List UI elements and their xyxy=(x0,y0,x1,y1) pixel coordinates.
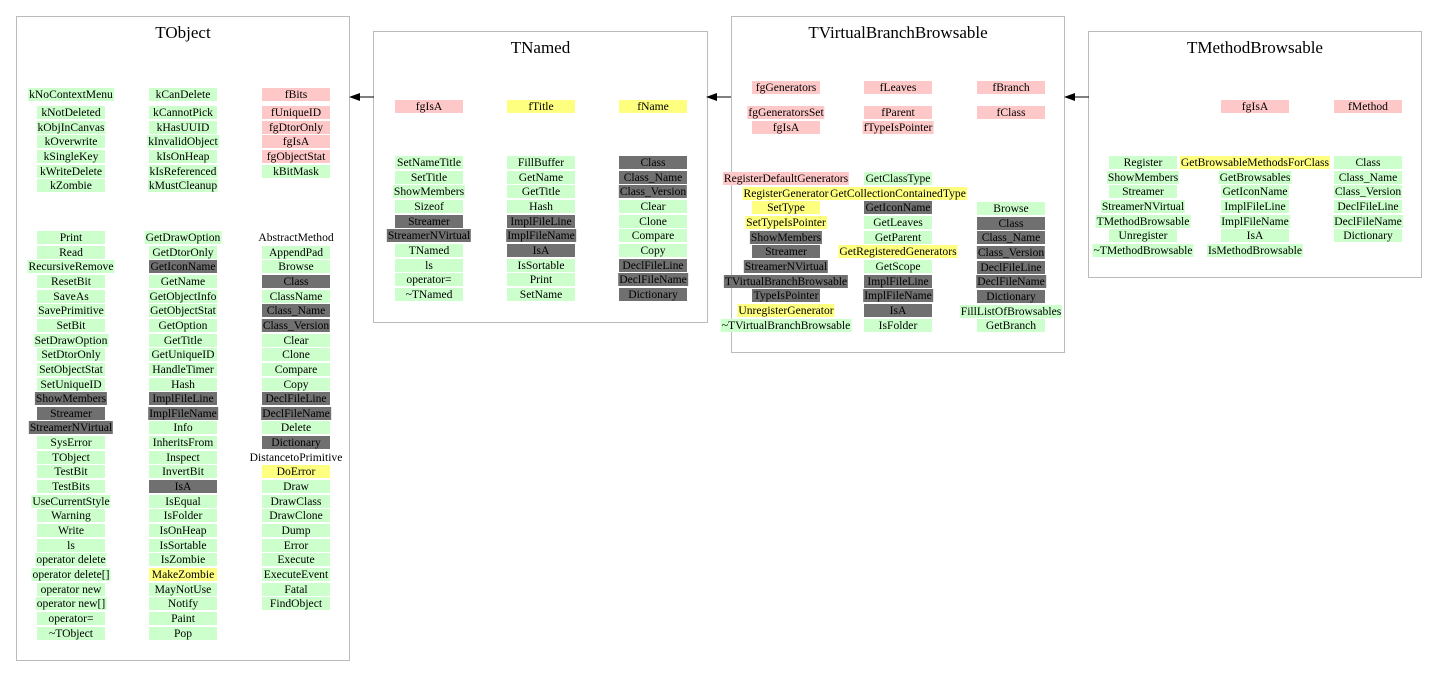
member-cell: IsA xyxy=(507,244,575,257)
class-box-tvirtualbranchbrowsable xyxy=(721,16,1065,353)
member-cell: GetCollectionContainedType xyxy=(830,187,966,200)
member-cell: fgIsA xyxy=(262,135,330,148)
member-cell: RegisterDefaultGenerators xyxy=(723,172,849,185)
member-cell: kNotDeleted xyxy=(37,106,105,119)
member-cell: MakeZombie xyxy=(149,568,217,581)
member-cell: DrawClass xyxy=(262,495,330,508)
member-cell: HandleTimer xyxy=(149,363,217,376)
member-cell: IsOnHeap xyxy=(149,524,217,537)
member-cell: fgIsA xyxy=(1221,100,1289,113)
member-cell: TNamed xyxy=(395,244,463,257)
member-cell: kCanDelete xyxy=(149,88,217,101)
member-cell: AppendPad xyxy=(262,246,330,259)
member-cell: IsA xyxy=(1221,229,1289,242)
member-cell: Streamer xyxy=(37,407,105,420)
member-cell: Class_Name xyxy=(619,171,687,184)
member-cell: ~TObject xyxy=(37,627,105,640)
member-cell: UseCurrentStyle xyxy=(32,495,110,508)
member-cell: Hash xyxy=(507,200,575,213)
member-cell: GetObjectInfo xyxy=(149,290,217,303)
member-cell: SetDtorOnly xyxy=(37,348,105,361)
member-cell: ImplFileName xyxy=(864,289,932,302)
member-cell: kHasUUID xyxy=(149,121,217,134)
member-cell: Clone xyxy=(262,348,330,361)
member-cell: IsMethodBrowsable xyxy=(1207,244,1303,257)
member-cell: ExecuteEvent xyxy=(263,568,329,581)
member-cell: IsA xyxy=(149,480,217,493)
member-cell: Compare xyxy=(619,229,687,242)
member-cell: fParent xyxy=(864,106,932,119)
member-cell: ResetBit xyxy=(37,275,105,288)
member-cell: Print xyxy=(37,231,105,244)
member-cell: operator= xyxy=(395,273,463,286)
member-cell: operator delete xyxy=(36,553,106,566)
member-cell: IsFolder xyxy=(149,509,217,522)
member-grid xyxy=(721,17,1064,352)
member-cell: GetClassType xyxy=(865,172,931,185)
member-cell: IsSortable xyxy=(149,539,217,552)
class-title: TObject xyxy=(155,23,211,42)
member-cell: fClass xyxy=(977,106,1045,119)
member-cell: DeclFileLine xyxy=(1334,200,1402,213)
member-cell: Class_Name xyxy=(262,304,330,317)
member-cell: kCannotPick xyxy=(149,106,217,119)
member-cell: ShowMembers xyxy=(1107,171,1179,184)
member-cell: Warning xyxy=(37,509,105,522)
member-cell: ImplFileLine xyxy=(864,275,932,288)
member-cell: DoError xyxy=(262,465,330,478)
inheritance-arrow-tnamed-tobject xyxy=(348,88,376,106)
member-cell: kIsOnHeap xyxy=(149,150,217,163)
member-cell: fLeaves xyxy=(864,81,932,94)
class-title: TNamed xyxy=(510,38,571,57)
member-cell: DeclFileLine xyxy=(262,392,330,405)
member-cell: fgIsA xyxy=(752,121,820,134)
member-cell: Class xyxy=(1334,156,1402,169)
class-box-tnamed xyxy=(373,31,708,323)
member-cell: Class xyxy=(977,217,1045,230)
member-cell: StreamerNVirtual xyxy=(29,421,113,434)
member-cell: operator= xyxy=(37,612,105,625)
member-cell: RegisterGenerator xyxy=(743,187,829,200)
member-cell: ShowMembers xyxy=(35,392,107,405)
member-cell: Register xyxy=(1109,156,1177,169)
member-cell: fgGenerators xyxy=(752,81,820,94)
member-cell: ImplFileName xyxy=(1221,215,1289,228)
member-cell: Write xyxy=(37,524,105,537)
member-cell: ls xyxy=(395,259,463,272)
member-cell: GetDrawOption xyxy=(145,231,221,244)
member-cell: GetTitle xyxy=(507,185,575,198)
member-cell: Clear xyxy=(619,200,687,213)
member-cell: GetUniqueID xyxy=(149,348,217,361)
member-cell: RecursiveRemove xyxy=(28,260,114,273)
member-cell: Dump xyxy=(262,524,330,537)
member-cell: GetName xyxy=(507,171,575,184)
member-cell: SetDrawOption xyxy=(34,334,108,347)
member-cell: Execute xyxy=(262,553,330,566)
class-box-tmethodbrowsable xyxy=(1088,31,1422,278)
member-cell: Browse xyxy=(977,202,1045,215)
member-cell: UnregisterGenerator xyxy=(738,304,834,317)
member-cell: Delete xyxy=(262,421,330,434)
member-cell: Info xyxy=(149,421,217,434)
member-cell: kNoContextMenu xyxy=(29,88,113,101)
member-cell: Class_Name xyxy=(1334,171,1402,184)
member-cell: kIsReferenced xyxy=(149,165,217,178)
member-cell: Draw xyxy=(262,480,330,493)
member-cell: SetBit xyxy=(37,319,105,332)
member-cell: ImplFileLine xyxy=(507,215,575,228)
member-cell: Streamer xyxy=(1109,185,1177,198)
member-cell: GetParent xyxy=(864,231,932,244)
member-cell: Read xyxy=(37,246,105,259)
member-cell: IsA xyxy=(864,304,932,317)
member-cell: DistancetoPrimitive xyxy=(249,451,343,464)
member-cell: GetBranch xyxy=(977,319,1045,332)
member-cell: GetObjectStat xyxy=(150,304,216,317)
member-grid xyxy=(374,32,707,322)
member-cell: TestBit xyxy=(37,465,105,478)
member-cell: fName xyxy=(619,100,687,113)
member-cell: SetObjectStat xyxy=(37,363,105,376)
member-cell: fTypeIsPointer xyxy=(863,121,933,134)
member-cell: TVirtualBranchBrowsable xyxy=(724,275,848,288)
member-cell: Class_Version xyxy=(1334,185,1402,198)
member-cell: InheritsFrom xyxy=(149,436,217,449)
member-cell: ImplFileName xyxy=(149,407,217,420)
member-cell: fgIsA xyxy=(395,100,463,113)
member-cell: SetTitle xyxy=(395,171,463,184)
member-cell: GetTitle xyxy=(149,334,217,347)
member-cell: GetIconName xyxy=(865,201,931,214)
member-cell: Compare xyxy=(262,363,330,376)
member-cell: Class_Version xyxy=(977,246,1045,259)
member-cell: Hash xyxy=(149,378,217,391)
member-cell: StreamerNVirtual xyxy=(1101,200,1185,213)
member-cell: GetRegisteredGenerators xyxy=(839,245,957,258)
member-cell: TestBits xyxy=(37,480,105,493)
member-cell: Clone xyxy=(619,215,687,228)
member-cell: Copy xyxy=(619,244,687,257)
member-cell: IsSortable xyxy=(507,259,575,272)
member-cell: Copy xyxy=(262,378,330,391)
member-cell: FindObject xyxy=(262,597,330,610)
member-cell: Streamer xyxy=(395,215,463,228)
member-cell: kSingleKey xyxy=(37,150,105,163)
member-cell: kZombie xyxy=(37,179,105,192)
member-cell: operator delete[] xyxy=(32,568,110,581)
member-cell: AbstractMethod xyxy=(258,231,334,244)
member-cell: fUniqueID xyxy=(262,106,330,119)
member-cell: kInvalidObject xyxy=(148,135,218,148)
member-cell: Dictionary xyxy=(977,290,1045,303)
member-cell: kWriteDelete xyxy=(37,165,105,178)
member-cell: Clear xyxy=(262,334,330,347)
member-cell: ls xyxy=(37,539,105,552)
member-cell: DeclFileName xyxy=(1334,215,1402,228)
member-cell: fBranch xyxy=(977,81,1045,94)
member-cell: InvertBit xyxy=(149,465,217,478)
member-cell: kMustCleanup xyxy=(148,179,218,192)
member-cell: GetName xyxy=(149,275,217,288)
member-cell: DeclFileName xyxy=(977,275,1045,288)
member-cell: TMethodBrowsable xyxy=(1096,215,1190,228)
member-cell: IsFolder xyxy=(864,319,932,332)
class-box-tobject xyxy=(16,16,350,661)
member-cell: operator new[] xyxy=(36,597,106,610)
member-cell: SavePrimitive xyxy=(38,304,104,317)
member-cell: MayNotUse xyxy=(149,583,217,596)
member-cell: DeclFileLine xyxy=(977,261,1045,274)
member-cell: GetBrowsables xyxy=(1219,171,1291,184)
member-cell: Dictionary xyxy=(619,288,687,301)
member-cell: ImplFileLine xyxy=(1221,200,1289,213)
member-cell: kObjInCanvas xyxy=(37,121,105,134)
member-cell: Sizeof xyxy=(395,200,463,213)
member-cell: ~TMethodBrowsable xyxy=(1093,244,1193,257)
member-cell: ~TNamed xyxy=(395,288,463,301)
member-cell: Inspect xyxy=(149,451,217,464)
member-grid xyxy=(1089,32,1421,277)
member-cell: kBitMask xyxy=(262,165,330,178)
class-title: TMethodBrowsable xyxy=(1187,38,1323,57)
member-cell: SaveAs xyxy=(37,290,105,303)
member-cell: GetDtorOnly xyxy=(149,246,217,259)
inheritance-arrow-tmethodbrowsable-tvbb xyxy=(1063,88,1091,106)
member-cell: TypeIsPointer xyxy=(753,289,819,302)
member-cell: GetBrowsableMethodsForClass xyxy=(1180,156,1330,169)
member-cell: Paint xyxy=(149,612,217,625)
member-cell: ImplFileName xyxy=(507,229,575,242)
member-cell: DeclFileName xyxy=(262,407,330,420)
member-cell: Unregister xyxy=(1109,229,1177,242)
member-cell: Class_Name xyxy=(977,231,1045,244)
member-cell: Browse xyxy=(262,260,330,273)
member-cell: Dictionary xyxy=(1334,229,1402,242)
member-cell: DrawClone xyxy=(262,509,330,522)
member-cell: fgObjectStat xyxy=(262,150,330,163)
member-cell: SetTypeIsPointer xyxy=(746,216,826,229)
member-cell: SetUniqueID xyxy=(37,378,105,391)
member-cell: FillBuffer xyxy=(507,156,575,169)
member-cell: ImplFileLine xyxy=(149,392,217,405)
member-grid xyxy=(17,17,349,660)
member-cell: FillListOfBrowsables xyxy=(960,305,1062,318)
member-cell: GetLeaves xyxy=(864,216,932,229)
member-cell: fBits xyxy=(262,88,330,101)
member-cell: ~TVirtualBranchBrowsable xyxy=(721,319,851,332)
member-cell: fMethod xyxy=(1334,100,1402,113)
member-cell: GetOption xyxy=(149,319,217,332)
member-cell: Class_Version xyxy=(619,185,687,198)
member-cell: fTitle xyxy=(507,100,575,113)
member-cell: StreamerNVirtual xyxy=(744,260,828,273)
member-cell: Notify xyxy=(149,597,217,610)
member-cell: ClassName xyxy=(262,290,330,303)
member-cell: DeclFileName xyxy=(619,273,687,286)
inheritance-arrow-tvbb-tnamed xyxy=(705,88,733,106)
member-cell: Dictionary xyxy=(262,436,330,449)
member-cell: fgDtorOnly xyxy=(262,121,330,134)
class-title: TVirtualBranchBrowsable xyxy=(808,23,988,42)
member-cell: ShowMembers xyxy=(750,231,822,244)
member-cell: StreamerNVirtual xyxy=(387,229,471,242)
member-cell: Class xyxy=(619,156,687,169)
member-cell: SetNameTitle xyxy=(395,156,463,169)
member-cell: Pop xyxy=(149,627,217,640)
member-cell: Class_Version xyxy=(262,319,330,332)
member-cell: fgGeneratorsSet xyxy=(748,106,824,119)
member-cell: Fatal xyxy=(262,583,330,596)
member-cell: GetIconName xyxy=(150,260,216,273)
member-cell: SetType xyxy=(752,201,820,214)
member-cell: SetName xyxy=(507,288,575,301)
member-cell: IsEqual xyxy=(149,495,217,508)
member-cell: Streamer xyxy=(752,245,820,258)
member-cell: IsZombie xyxy=(149,553,217,566)
member-cell: Class xyxy=(262,275,330,288)
member-cell: Print xyxy=(507,273,575,286)
member-cell: GetScope xyxy=(864,260,932,273)
member-cell: operator new xyxy=(37,583,105,596)
member-cell: GetIconName xyxy=(1222,185,1288,198)
member-cell: kOverwrite xyxy=(37,135,105,148)
member-cell: Error xyxy=(262,539,330,552)
member-cell: TObject xyxy=(37,451,105,464)
member-cell: DeclFileLine xyxy=(619,259,687,272)
member-cell: SysError xyxy=(37,436,105,449)
member-cell: ShowMembers xyxy=(393,185,465,198)
